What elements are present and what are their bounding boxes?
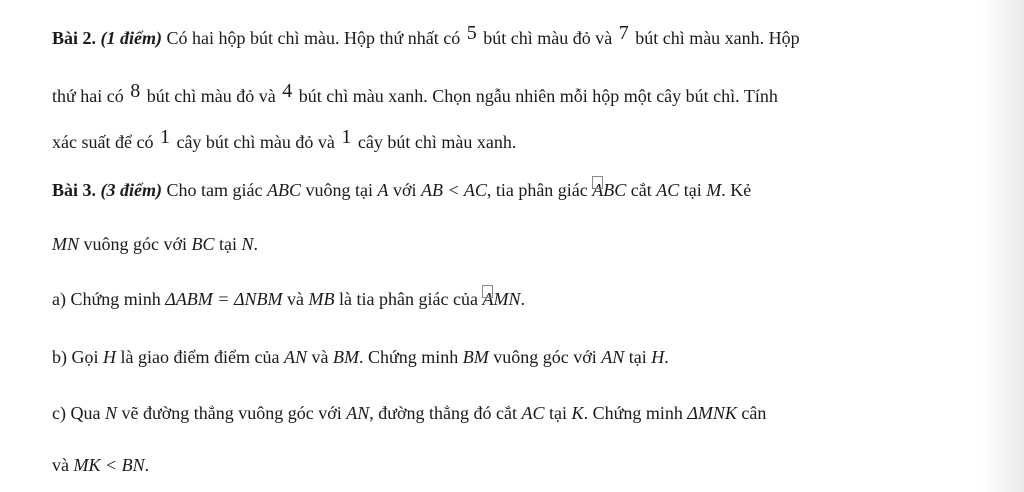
- math-bm: BM: [462, 347, 489, 367]
- bai3-text: tại: [219, 234, 238, 254]
- bai3-text: vuông tại: [305, 180, 373, 200]
- math-n: N: [104, 403, 117, 423]
- math-triangle-mnk: ΔMNK: [687, 403, 737, 423]
- part-c-text: cân: [741, 403, 767, 423]
- part-a-text: là tia phân giác của: [339, 289, 478, 309]
- part-c-text: và: [52, 455, 69, 475]
- math-inequality: AB < AC: [421, 180, 487, 200]
- bai2-number: 1: [341, 126, 352, 148]
- part-a-label: a) Chứng minh: [52, 289, 161, 309]
- math-angle-abc: ABC: [592, 180, 627, 200]
- bai2-number: 7: [618, 22, 629, 44]
- part-b-text: .: [664, 347, 669, 367]
- bai3-line-2: [52, 232, 258, 256]
- part-c-text: , đường thẳng đó cắt: [369, 403, 518, 423]
- math-h: H: [103, 347, 116, 367]
- bai2-points: (1 điểm): [100, 28, 162, 48]
- part-b-text: là giao điểm điểm của: [120, 347, 280, 367]
- bai2-text: xác suất để có: [52, 132, 154, 152]
- bai3-title: Bài 3.: [52, 180, 97, 200]
- bai3-text: Cho tam giác: [166, 180, 263, 200]
- math-an: AN: [346, 403, 370, 423]
- part-b-text: tại: [628, 347, 647, 367]
- bai2-text: bút chì màu đỏ và: [483, 28, 613, 48]
- bai2-title: Bài 2.: [52, 28, 97, 48]
- bai3-text: cắt: [630, 180, 652, 200]
- bai3-text: . Kẻ: [721, 180, 752, 200]
- bai2-text: thứ hai có: [52, 86, 124, 106]
- bai3-text: vuông góc với: [83, 234, 188, 254]
- math-congruence: ΔABM = ΔNBM: [165, 289, 283, 309]
- bai3-text: với: [392, 180, 417, 200]
- bai2-text: cây bút chì màu đỏ và: [176, 132, 335, 152]
- math-angle-amn: AMN: [482, 289, 521, 309]
- math-ac: AC: [656, 180, 680, 200]
- math-m: M: [706, 180, 722, 200]
- bai2-text: bút chì màu xanh. Hộp: [635, 28, 800, 48]
- bai2-number: 5: [466, 22, 477, 44]
- math-h: H: [651, 347, 665, 367]
- part-c-label: c) Qua: [52, 403, 101, 423]
- bai2-number: 1: [159, 126, 170, 148]
- part-b-text: . Chứng minh: [358, 347, 459, 367]
- bai2-text: cây bút chì màu xanh.: [357, 132, 517, 152]
- part-b-label: b) Gọi: [52, 347, 99, 367]
- math-ac: AC: [521, 403, 545, 423]
- part-a-text: và: [287, 289, 305, 309]
- math-an: AN: [283, 347, 307, 367]
- bai2-line-3: [52, 126, 517, 154]
- bai2-text: bút chì màu đỏ và: [146, 86, 276, 106]
- math-mb: MB: [308, 289, 335, 309]
- math-inequality: MK < BN: [73, 455, 145, 475]
- bai2-line-2: [52, 80, 778, 108]
- bai2-text: bút chì màu xanh. Chọn ngẫu nhiên mỗi hộp một cây bút chì. Tính: [298, 86, 778, 106]
- part-a-text: .: [520, 289, 525, 309]
- part-b-text: vuông góc với: [493, 347, 597, 367]
- math-n: N: [241, 234, 254, 254]
- bai2-text: Có hai hộp bút chì màu. Hộp thứ nhất có: [166, 28, 461, 48]
- math-mn: MN: [52, 234, 79, 254]
- bai3-points: (3 điểm): [100, 180, 162, 200]
- bai2-number: 8: [130, 80, 141, 102]
- part-c-text: tại: [549, 403, 568, 423]
- part-b-text: và: [311, 347, 329, 367]
- bai3-line-1: [52, 178, 751, 202]
- math-a: A: [377, 180, 389, 200]
- bai3-part-a: [52, 287, 525, 311]
- part-c-text: vẽ đường thẳng vuông góc với: [121, 403, 342, 423]
- math-bm: BM: [332, 347, 359, 367]
- bai2-line-1: [52, 22, 800, 50]
- math-k: K: [571, 403, 584, 423]
- bai3-text: tại: [683, 180, 702, 200]
- bai3-part-c-cont: [52, 453, 149, 477]
- math-an: AN: [601, 347, 625, 367]
- math-abc: ABC: [266, 180, 301, 200]
- bai3-part-c: [52, 401, 766, 425]
- bai2-number: 4: [282, 80, 293, 102]
- part-c-text: . Chứng minh: [583, 403, 683, 423]
- bai3-part-b: [52, 345, 669, 369]
- math-bc: BC: [191, 234, 215, 254]
- bai3-text: .: [253, 234, 259, 254]
- bai3-text: , tia phân giác: [486, 180, 588, 200]
- part-c-text: .: [144, 455, 150, 475]
